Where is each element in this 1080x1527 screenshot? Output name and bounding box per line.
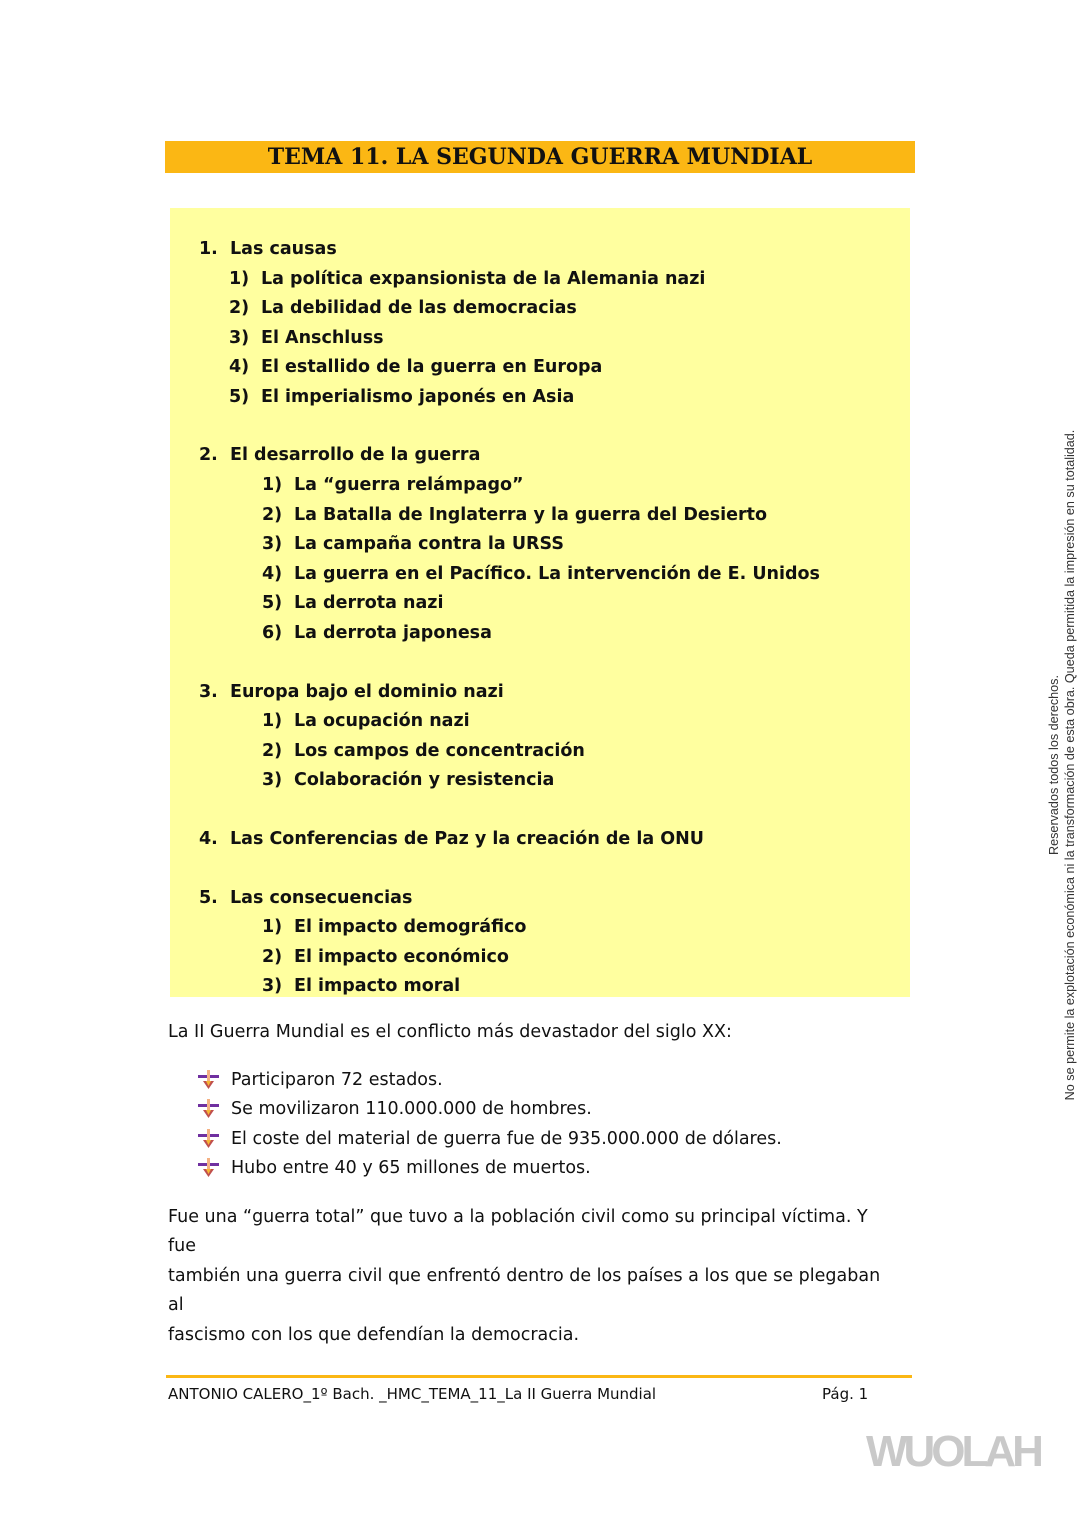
list-item	[262, 975, 460, 997]
arrow-down-icon	[198, 1068, 231, 1092]
bullet-text: El coste del material de guerra fue de 935.000.000 de dólares.	[231, 1128, 782, 1149]
list-item	[229, 268, 705, 290]
bullet-item	[198, 1068, 782, 1097]
paragraph-line: Fue una “guerra total” que tuvo a la población civil como su principal víctima. Y fue	[168, 1207, 868, 1257]
section-5-title	[199, 887, 412, 909]
item-text: La derrota japonesa	[294, 623, 492, 643]
section-2-number: 2.	[199, 445, 218, 465]
item-number: 2)	[262, 947, 283, 967]
item-number: 1)	[262, 475, 283, 495]
list-item	[262, 740, 585, 762]
list-item	[229, 327, 384, 349]
section-1-text: Las causas	[230, 239, 337, 259]
list-item	[262, 916, 526, 938]
list-item	[262, 769, 554, 791]
list-item	[262, 622, 492, 644]
item-number: 3)	[262, 770, 283, 790]
item-text: El Anschluss	[261, 328, 384, 348]
item-number: 6)	[262, 623, 283, 643]
body-paragraph	[168, 1203, 888, 1350]
item-text: La derrota nazi	[294, 593, 444, 613]
item-number: 2)	[262, 505, 283, 525]
section-3-number: 3.	[199, 682, 218, 702]
section-1-number: 1.	[199, 239, 218, 259]
wuolah-logo: WUOLAH	[866, 1427, 1040, 1476]
item-number: 3)	[262, 534, 283, 554]
section-2-text: El desarrollo de la guerra	[230, 445, 481, 465]
bullet-text: Hubo entre 40 y 65 millones de muertos.	[231, 1158, 591, 1179]
list-item	[229, 386, 574, 408]
item-text: La debilidad de las democracias	[261, 298, 577, 318]
list-item	[262, 533, 564, 555]
section-3-title	[199, 681, 504, 703]
item-number: 1)	[262, 711, 283, 731]
copyright-line-2: No se permite la explotación económica ni la transformación de esta obra. Queda permitida la impresión en su totalidad.	[1063, 429, 1077, 1101]
intro-text: La II Guerra Mundial es el conflicto más devastador del siglo XX:	[168, 1022, 732, 1042]
footer-divider	[166, 1375, 912, 1378]
bullet-text: Se movilizaron 110.000.000 de hombres.	[231, 1099, 592, 1120]
list-item	[229, 297, 577, 319]
section-4-text: Las Conferencias de Paz y la creación de la ONU	[230, 829, 705, 849]
page-number: Pág. 1	[822, 1385, 869, 1403]
item-text: La “guerra relámpago”	[294, 475, 524, 495]
item-text: Colaboración y resistencia	[294, 770, 555, 790]
bullet-item	[198, 1127, 782, 1156]
section-5-text: Las consecuencias	[230, 888, 413, 908]
section-3-text: Europa bajo el dominio nazi	[230, 682, 504, 702]
item-number: 1)	[262, 917, 283, 937]
arrow-down-icon	[198, 1156, 231, 1180]
item-number: 3)	[262, 976, 283, 996]
item-number: 2)	[262, 741, 283, 761]
item-text: El impacto moral	[294, 976, 461, 996]
item-number: 1)	[229, 269, 250, 289]
section-5-number: 5.	[199, 888, 218, 908]
item-text: La guerra en el Pacífico. La intervención de E. Unidos	[294, 564, 820, 584]
item-text: El impacto económico	[294, 947, 509, 967]
item-number: 5)	[229, 387, 250, 407]
list-item	[262, 710, 470, 732]
list-item	[262, 504, 767, 526]
item-number: 3)	[229, 328, 250, 348]
list-item	[262, 474, 524, 496]
list-item	[229, 356, 602, 378]
bullet-list	[198, 1068, 782, 1186]
bullet-item	[198, 1097, 782, 1126]
item-text: La campaña contra la URSS	[294, 534, 564, 554]
arrow-down-icon	[198, 1127, 231, 1151]
item-number: 5)	[262, 593, 283, 613]
item-text: Los campos de concentración	[294, 741, 585, 761]
item-text: El imperialismo japonés en Asia	[261, 387, 575, 407]
item-number: 2)	[229, 298, 250, 318]
footer-document-name: ANTONIO CALERO_1º Bach. _HMC_TEMA_11_La II Guerra Mundial	[168, 1385, 657, 1403]
list-item	[262, 563, 820, 585]
bullet-text: Participaron 72 estados.	[231, 1070, 443, 1090]
section-4-title	[199, 828, 704, 850]
section-2-title	[199, 444, 480, 466]
item-text: La ocupación nazi	[294, 711, 470, 731]
title-bar	[165, 141, 915, 173]
copyright-line-1: Reservados todos los derechos.	[1047, 675, 1061, 855]
paragraph-line: también una guerra civil que enfrentó dentro de los países a los que se plegaban al	[168, 1265, 881, 1316]
item-number: 4)	[229, 357, 250, 377]
paragraph-line: fascismo con los que defendían la democracia.	[168, 1324, 580, 1345]
item-text: La Batalla de Inglaterra y la guerra del Desierto	[294, 505, 768, 525]
arrow-down-icon	[198, 1097, 231, 1121]
page-title: TEMA 11. LA SEGUNDA GUERRA MUNDIAL	[267, 144, 813, 170]
item-text: El estallido de la guerra en Europa	[261, 357, 603, 377]
bullet-item	[198, 1156, 782, 1185]
item-number: 4)	[262, 564, 283, 584]
index-box	[170, 208, 910, 997]
item-text: El impacto demográfico	[294, 917, 527, 937]
section-1-title	[199, 238, 337, 260]
section-4-number: 4.	[199, 829, 218, 849]
item-text: La política expansionista de la Alemania nazi	[261, 269, 706, 289]
list-item	[262, 592, 443, 614]
list-item	[262, 946, 509, 968]
